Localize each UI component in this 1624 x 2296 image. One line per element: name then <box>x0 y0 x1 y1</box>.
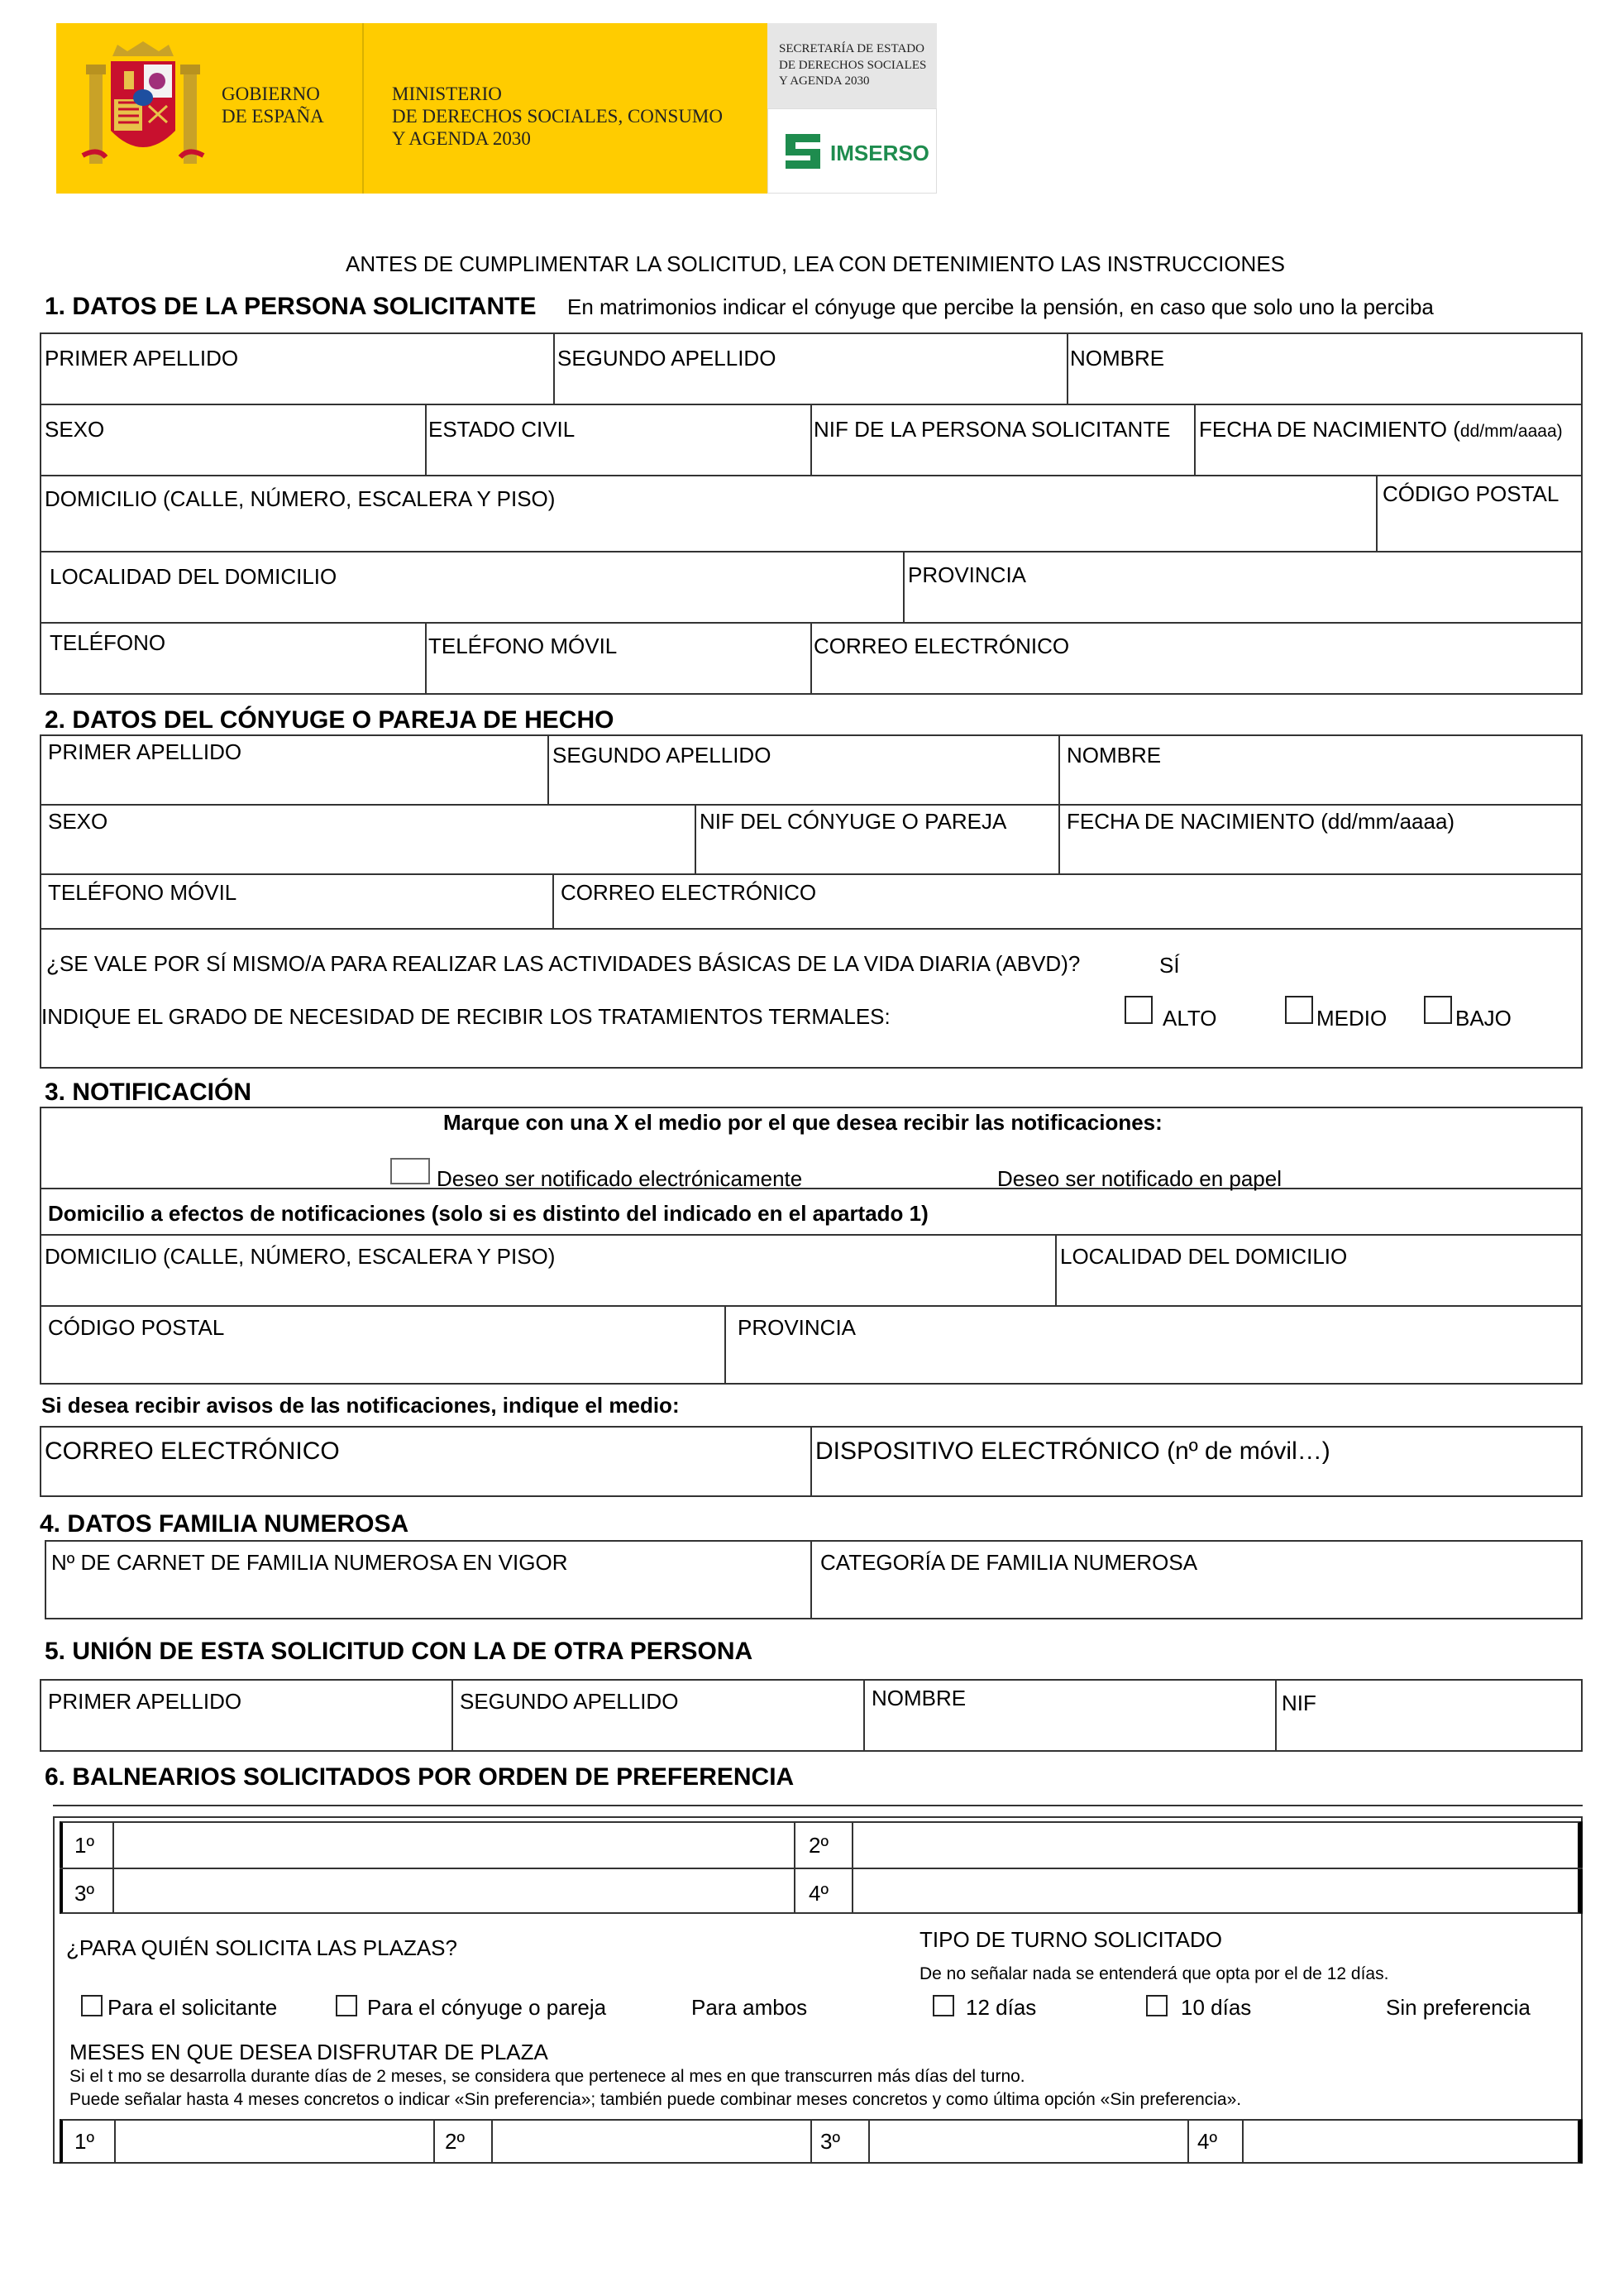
s3-instruction: Marque con una X el medio por el que desea recibir las notificaciones: <box>443 1110 1163 1135</box>
imserso-logo-icon <box>782 131 824 172</box>
s6-sin-preferencia-option[interactable]: Sin preferencia <box>1386 1995 1531 2020</box>
col-divider <box>903 551 905 622</box>
instructions-text: ANTES DE CUMPLIMENTAR LA SOLICITUD, LEA CON DETENIMIENTO LAS INSTRUCCIONES <box>346 251 1286 276</box>
col-divider <box>553 332 555 404</box>
s2-correo-field[interactable]: CORREO ELECTRÓNICO <box>561 880 817 905</box>
s3-correo-field[interactable]: CORREO ELECTRÓNICO <box>45 1437 340 1465</box>
s1-codigo-postal-field[interactable]: CÓDIGO POSTAL <box>1383 481 1560 506</box>
row-divider <box>40 928 1583 930</box>
section-6-top-rule <box>53 1805 1583 1806</box>
secretaria-text: SECRETARÍA DE ESTADO DE DERECHOS SOCIALES Y AGENDA 2030 <box>779 42 927 88</box>
section-5-table <box>40 1679 1583 1752</box>
s1-domicilio-field[interactable]: DOMICILIO (CALLE, NÚMERO, ESCALERA Y PISO) <box>45 486 556 511</box>
s6-para-solicitante-checkbox[interactable] <box>81 1995 103 2016</box>
s6-meses-title: MESES EN QUE DESEA DISFRUTAR DE PLAZA <box>69 2040 548 2064</box>
mes-3-label: 3º <box>820 2129 840 2154</box>
s5-primer-apellido-field[interactable]: PRIMER APELLIDO <box>48 1689 242 1714</box>
col-divider <box>552 873 554 928</box>
s6-doce-dias-label: 12 días <box>966 1995 1037 2020</box>
s5-nif-field[interactable]: NIF <box>1282 1691 1316 1715</box>
s2-alto-checkbox[interactable] <box>1125 996 1153 1024</box>
col-divider <box>1058 804 1060 873</box>
s1-localidad-field[interactable]: LOCALIDAD DEL DOMICILIO <box>50 564 337 589</box>
col-divider <box>863 1679 865 1752</box>
col-divider <box>695 804 696 873</box>
col-divider <box>794 1821 795 1914</box>
row-divider <box>40 804 1583 806</box>
s6-tipo-turno-label: TIPO DE TURNO SOLICITADO <box>919 1927 1222 1952</box>
s1-segundo-apellido-field[interactable]: SEGUNDO APELLIDO <box>557 346 776 371</box>
s5-nombre-field[interactable]: NOMBRE <box>872 1686 967 1710</box>
row-divider <box>40 1234 1583 1236</box>
section-1-note: En matrimonios indicar el cónyuge que percibe la pensión, en caso que solo uno la perciba <box>567 294 1434 319</box>
imserso-logo-text: IMSERSO <box>830 141 929 165</box>
mes-2-label: 2º <box>445 2129 465 2154</box>
s6-tipo-turno-note: De no señalar nada se entenderá que opta por el de 12 días. <box>919 1964 1389 1983</box>
s3-electronico-checkbox[interactable] <box>390 1158 430 1184</box>
s1-fecha-nacimiento-field[interactable] <box>1199 419 1563 440</box>
s3-localidad-field[interactable]: LOCALIDAD DEL DOMICILIO <box>1060 1244 1348 1269</box>
s2-grado-question: INDIQUE EL GRADO DE NECESIDAD DE RECIBIR LOS TRATAMIENTOS TERMALES: <box>41 1004 891 1029</box>
s1-provincia-field[interactable]: PROVINCIA <box>908 562 1027 587</box>
fecha-label: FECHA DE NACIMIENTO ( <box>1199 417 1460 442</box>
row-divider <box>40 475 1583 476</box>
s2-fecha-nacimiento-field[interactable]: FECHA DE NACIMIENTO (dd/mm/aaaa) <box>1067 809 1455 834</box>
balneario-2-input[interactable] <box>855 1825 1574 1864</box>
s2-abvd-question: ¿SE VALE POR SÍ MISMO/A PARA REALIZAR LAS ACTIVIDADES BÁSICAS DE LA VIDA DIARIA (ABVD)? <box>46 951 1081 976</box>
s2-bajo-label: BAJO <box>1455 1006 1512 1031</box>
section-5-title: 5. UNIÓN DE ESTA SOLICITUD CON LA DE OTRA PERSONA <box>45 1638 753 1665</box>
mes-3-input[interactable] <box>872 2122 1184 2160</box>
s6-meses-note-1: Si el t mo se desarrolla durante días de 2 meses, se considera que pertenece al mes en que transcurren más días del turno. <box>69 2067 1025 2086</box>
col-divider <box>1376 475 1378 551</box>
row-divider <box>40 873 1583 875</box>
s1-nombre-field[interactable]: NOMBRE <box>1070 346 1165 371</box>
s1-nif-field[interactable]: NIF DE LA PERSONA SOLICITANTE <box>814 417 1171 442</box>
col-divider <box>868 2119 870 2164</box>
mes-4-label: 4º <box>1197 2129 1217 2154</box>
col-divider <box>114 2119 116 2164</box>
mes-4-input[interactable] <box>1245 2122 1574 2160</box>
s3-domicilio-header: Domicilio a efectos de notificaciones (solo si es distinto del indicado en el apartado 1) <box>48 1201 929 1226</box>
section-2-title: 2. DATOS DEL CÓNYUGE O PAREJA DE HECHO <box>45 706 614 734</box>
s1-estado-civil-field[interactable]: ESTADO CIVIL <box>428 417 576 442</box>
col-divider <box>810 1426 812 1497</box>
col-divider <box>810 1540 812 1619</box>
s1-telefono-field[interactable]: TELÉFONO <box>50 630 166 655</box>
col-divider <box>810 622 812 695</box>
col-divider <box>1194 404 1196 475</box>
s1-telefono-movil-field[interactable]: TELÉFONO MÓVIL <box>428 634 618 658</box>
s3-dispositivo-field[interactable]: DISPOSITIVO ELECTRÓNICO (nº de móvil…) <box>815 1437 1330 1465</box>
balneario-1-input[interactable] <box>116 1825 791 1864</box>
col-divider <box>451 1679 453 1752</box>
mes-2-input[interactable] <box>494 2122 807 2160</box>
s1-sexo-field[interactable]: SEXO <box>45 417 105 442</box>
col-divider <box>433 2119 435 2164</box>
col-divider <box>1055 1234 1057 1305</box>
section-1-title: 1. DATOS DE LA PERSONA SOLICITANTE <box>45 293 537 320</box>
s6-meses-note-2: Puede señalar hasta 4 meses concretos o indicar «Sin preferencia»; también puede combinar meses concretos y como última opción «Sin preferencia». <box>69 2090 1242 2109</box>
balneario-4-input[interactable] <box>855 1871 1574 1911</box>
section-6-title: 6. BALNEARIOS SOLICITADOS POR ORDEN DE PREFERENCIA <box>45 1763 795 1791</box>
s2-nif-field[interactable]: NIF DEL CÓNYUGE O PAREJA <box>700 809 1007 834</box>
mes-1-input[interactable] <box>117 2122 430 2160</box>
row-divider <box>40 1305 1583 1307</box>
s2-primer-apellido-field[interactable]: PRIMER APELLIDO <box>48 739 242 764</box>
s6-diez-dias-label: 10 días <box>1181 1995 1252 2020</box>
s6-para-conyuge-checkbox[interactable] <box>336 1995 357 2016</box>
s5-segundo-apellido-field[interactable]: SEGUNDO APELLIDO <box>460 1689 679 1714</box>
s2-nombre-field[interactable]: NOMBRE <box>1067 743 1162 768</box>
col-divider <box>1067 332 1068 404</box>
col-divider <box>1187 2119 1189 2164</box>
s3-domicilio-field[interactable]: DOMICILIO (CALLE, NÚMERO, ESCALERA Y PISO) <box>45 1244 556 1269</box>
col-divider <box>1275 1679 1277 1752</box>
col-divider <box>425 404 427 475</box>
fecha-format: dd/mm/aaaa) <box>1459 422 1563 441</box>
balneario-2-label: 2º <box>809 1833 829 1858</box>
row-divider <box>60 1868 1583 1869</box>
s2-segundo-apellido-field[interactable]: SEGUNDO APELLIDO <box>552 743 771 768</box>
col-divider <box>724 1305 726 1385</box>
s3-avisos-label: Si desea recibir avisos de las notificaciones, indique el medio: <box>41 1393 680 1418</box>
row-divider <box>40 551 1583 552</box>
s3-codigo-postal-field[interactable]: CÓDIGO POSTAL <box>48 1315 225 1340</box>
section-4-title: 4. DATOS FAMILIA NUMEROSA <box>40 1510 409 1538</box>
col-divider <box>547 734 549 804</box>
balneario-1-label: 1º <box>74 1833 94 1858</box>
section-3-title: 3. NOTIFICACIÓN <box>45 1079 252 1106</box>
s2-medio-label: MEDIO <box>1316 1006 1388 1031</box>
ministerio-text: MINISTERIO DE DERECHOS SOCIALES, CONSUMO Y AGENDA 2030 <box>392 84 723 150</box>
col-divider <box>1058 734 1060 804</box>
s2-telefono-movil-field[interactable]: TELÉFONO MÓVIL <box>48 880 237 905</box>
s3-electronico-label: Deseo ser notificado electrónicamente <box>437 1166 803 1191</box>
s4-categoria-field[interactable]: CATEGORÍA DE FAMILIA NUMEROSA <box>820 1550 1198 1575</box>
s6-doce-dias-checkbox[interactable] <box>933 1995 954 2016</box>
s1-primer-apellido-field[interactable]: PRIMER APELLIDO <box>45 346 239 371</box>
s6-para-ambos-option[interactable]: Para ambos <box>691 1995 808 2020</box>
col-divider <box>810 404 812 475</box>
s2-sexo-field[interactable]: SEXO <box>48 809 108 834</box>
s2-abvd-si-option[interactable]: SÍ <box>1159 953 1180 978</box>
col-divider <box>852 1821 853 1914</box>
s6-para-conyuge-label: Para el cónyuge o pareja <box>367 1995 607 2020</box>
s6-para-quien-label: ¿PARA QUIÉN SOLICITA LAS PLAZAS? <box>66 1935 457 1960</box>
s2-bajo-checkbox[interactable] <box>1424 996 1452 1024</box>
s2-alto-label: ALTO <box>1163 1006 1217 1031</box>
balneario-3-input[interactable] <box>116 1871 791 1911</box>
balneario-4-label: 4º <box>809 1881 829 1906</box>
s4-carnet-field[interactable]: Nº DE CARNET DE FAMILIA NUMEROSA EN VIGOR <box>51 1550 568 1575</box>
coat-of-arms-logo <box>81 40 205 172</box>
s6-para-solicitante-label: Para el solicitante <box>107 1995 278 2020</box>
s1-correo-field[interactable]: CORREO ELECTRÓNICO <box>814 634 1070 658</box>
balneario-3-label: 3º <box>74 1881 94 1906</box>
s3-papel-option[interactable]: Deseo ser notificado en papel <box>997 1166 1282 1191</box>
s3-provincia-field[interactable]: PROVINCIA <box>738 1315 857 1340</box>
col-divider <box>112 1821 114 1914</box>
mes-1-label: 1º <box>74 2129 94 2154</box>
col-divider <box>491 2119 493 2164</box>
s6-diez-dias-checkbox[interactable] <box>1146 1995 1168 2016</box>
s2-medio-checkbox[interactable] <box>1285 996 1313 1024</box>
header-divider <box>362 23 364 194</box>
row-divider <box>40 1188 1583 1189</box>
gobierno-text: GOBIERNO DE ESPAÑA <box>222 84 324 127</box>
col-divider <box>425 622 427 695</box>
col-divider <box>1242 2119 1244 2164</box>
col-divider <box>810 2119 812 2164</box>
